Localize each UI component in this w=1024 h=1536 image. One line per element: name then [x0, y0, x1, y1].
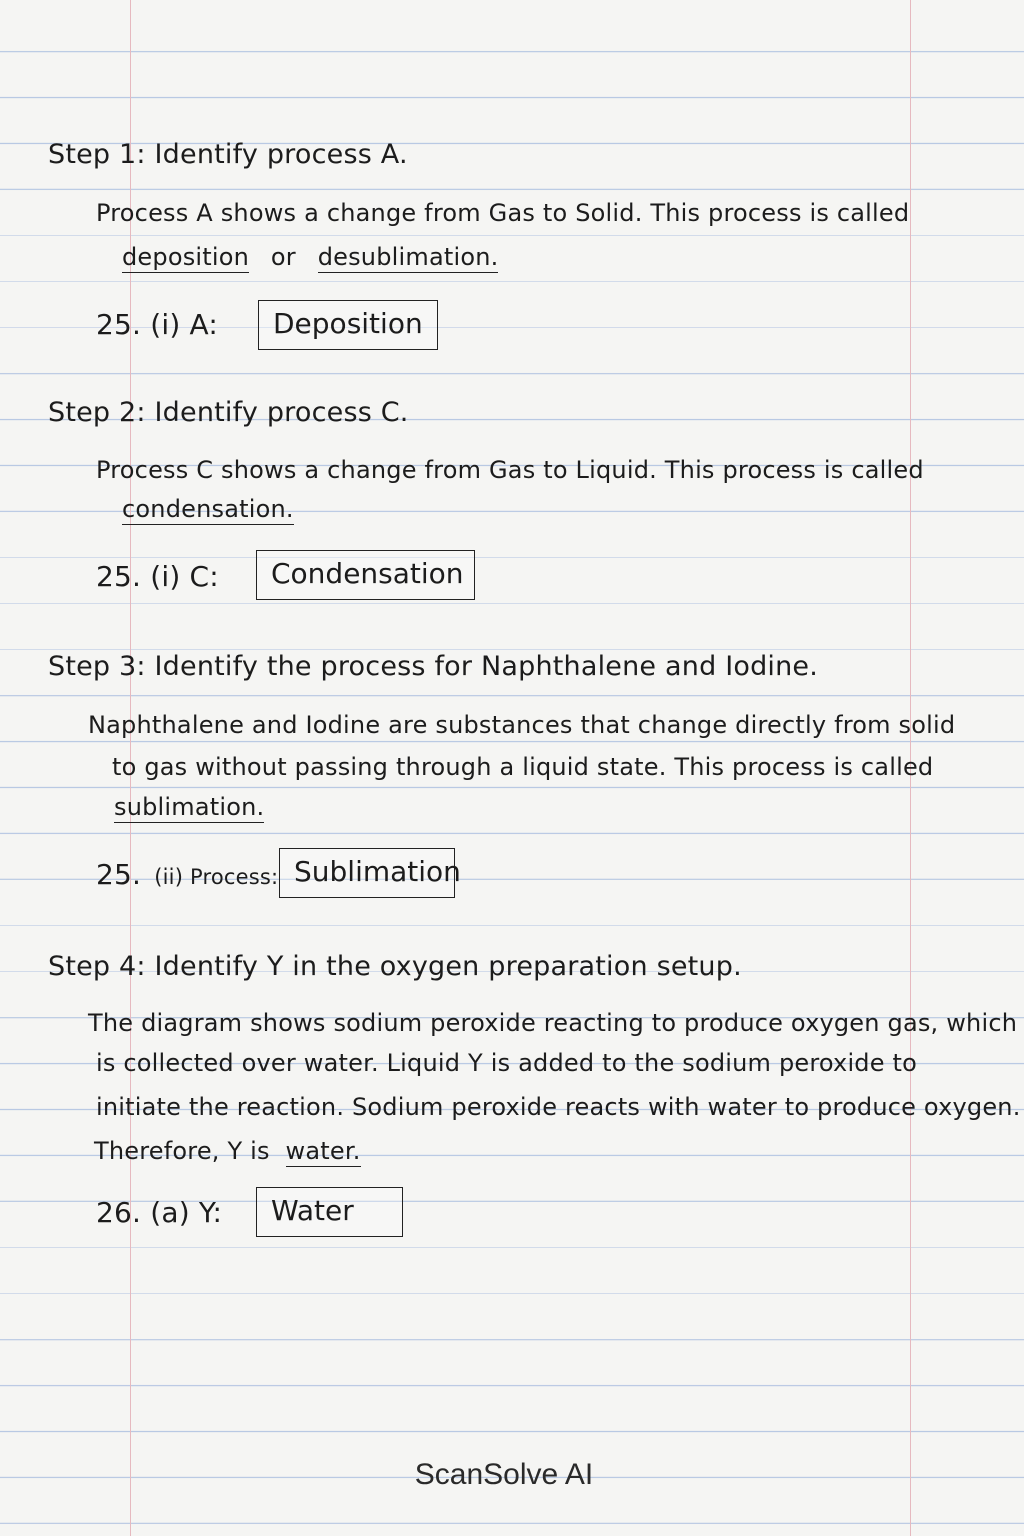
- step3-line1: Naphthalene and Iodine are substances that change directly from solid: [88, 711, 956, 739]
- step1-heading: Step 1: Identify process A.: [48, 139, 408, 170]
- step1-line2: [122, 242, 498, 272]
- step3-answer-label: [96, 860, 278, 892]
- step3-answer-number: 25.: [96, 858, 142, 891]
- step2-term: condensation.: [122, 495, 294, 523]
- step4-line4-prefix: Therefore, Y is: [94, 1137, 270, 1165]
- step3-answer-sublabel: (ii) Process:: [154, 865, 279, 889]
- step2-line1: Process C shows a change from Gas to Liquid. This process is called: [96, 456, 924, 484]
- step4-line1: The diagram shows sodium peroxide reacting to produce oxygen gas, which: [88, 1009, 1018, 1037]
- step4-answer-label: 26. (a) Y:: [96, 1196, 223, 1229]
- step4-line3: initiate the reaction. Sodium peroxide reacts with water to produce oxygen.: [96, 1093, 1021, 1121]
- step4-line2: is collected over water. Liquid Y is added to the sodium peroxide to: [96, 1049, 918, 1077]
- step2-heading: Step 2: Identify process C.: [48, 397, 409, 428]
- step3-heading: Step 3: Identify the process for Naphthalene and Iodine.: [48, 651, 819, 682]
- step3-line2: to gas without passing through a liquid state. This process is called: [112, 753, 934, 781]
- step3-answer-box: Sublimation: [279, 848, 455, 898]
- step4-answer-box: Water: [256, 1187, 403, 1237]
- step4-heading: Step 4: Identify Y in the oxygen preparation setup.: [48, 951, 742, 982]
- step4-term: water.: [285, 1137, 361, 1165]
- step3-line3: [114, 792, 264, 822]
- step4-line4: [94, 1136, 361, 1166]
- step1-line1: Process A shows a change from Gas to Solid. This process is called: [96, 199, 910, 227]
- step3-term: sublimation.: [114, 793, 265, 821]
- brand-watermark: ScanSolve AI: [414, 1458, 594, 1491]
- step2-answer-box: Condensation: [256, 550, 475, 600]
- step1-term1: deposition: [122, 243, 250, 271]
- step1-connector: or: [270, 243, 296, 271]
- step1-answer-box: Deposition: [258, 300, 438, 350]
- step2-answer-label: 25. (i) C:: [96, 560, 219, 593]
- step2-line2: [122, 494, 294, 524]
- step1-term2: desublimation.: [317, 243, 499, 271]
- step1-answer-label: 25. (i) A:: [96, 308, 219, 341]
